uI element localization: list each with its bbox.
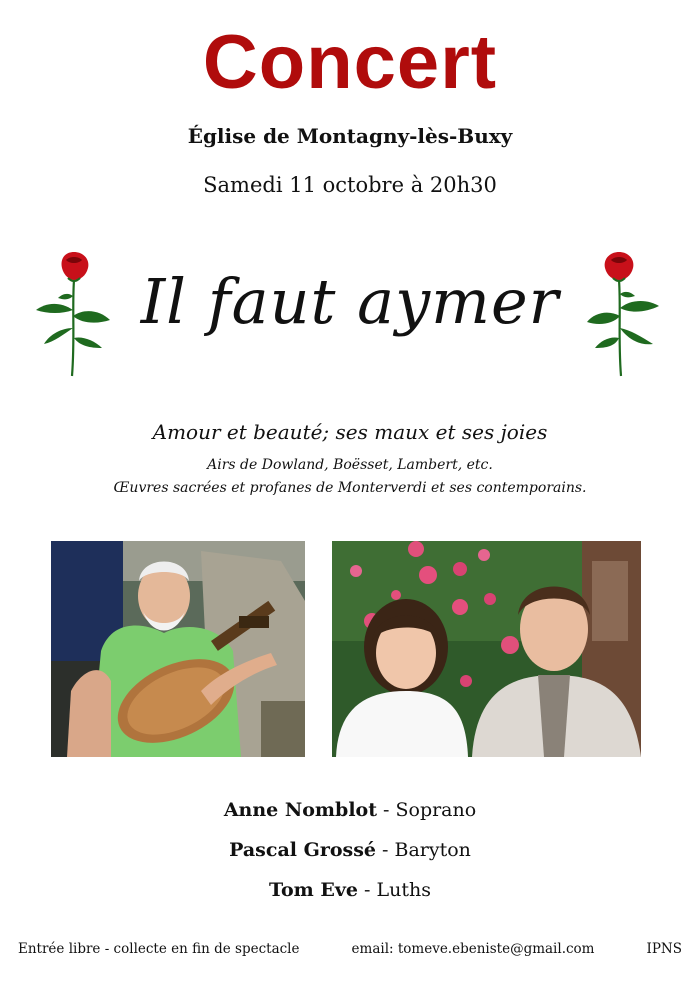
performer-tom-eve [0,877,700,903]
performer-name: Tom Eve [269,879,358,901]
date-time: Samedi 11 octobre à 20h30 [203,173,497,197]
photo-musician-with-lute [51,541,305,757]
performer-role: - Baryton [375,839,471,861]
performer-pascal-grosse [0,837,700,863]
footer-email[interactable]: email: tomeve.ebeniste@gmail.com [351,941,595,957]
performer-anne-nomblot [0,797,700,823]
footer-ipns: IPNS [646,941,682,957]
performer-role: - Luths [357,879,431,901]
show-title: Il faut aymer [140,265,560,338]
performer-role: - Soprano [376,799,477,821]
performer-name: Pascal Grossé [229,839,376,861]
program-line: Œuvres sacrées et profanes de Monterverdi et ses contemporains. [113,480,587,496]
venue: Église de Montagny-lès-Buxy [187,124,513,148]
program-line: Airs de Dowland, Boësset, Lambert, etc. [207,457,493,473]
photo-two-singers-with-roses [332,541,641,757]
footer [18,940,682,958]
footer-entry: Entrée libre - collecte en fin de spectacle [18,941,300,957]
performer-name: Anne Nomblot [223,799,377,821]
subtitle: Amour et beauté; ses maux et ses joies [152,420,548,444]
concert-title: Concert [202,20,498,105]
